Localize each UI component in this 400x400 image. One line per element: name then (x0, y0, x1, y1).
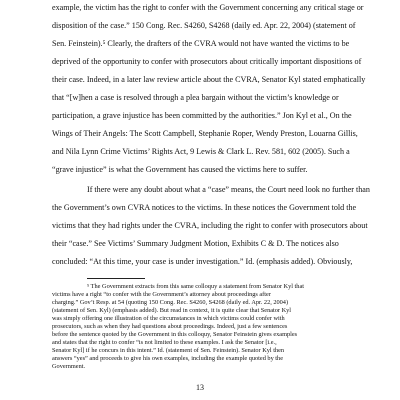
body-line-15: concluded: “At this time, your case is under investigation.” Id. (emphasis added). Obviously, (52, 257, 353, 266)
body-line-14: their “case.” See Victims’ Summary Judgment Motion, Exhibits C & D. The notices also (52, 239, 339, 248)
footnote-line-11: Government. (52, 363, 86, 370)
footnote-line-4: (statement of Sen. Kyl) (emphasis added). But read in context, it is quite clear that Senator Kyl (52, 307, 292, 314)
footnote-line-2: victims have a right “to confer with the Government’s attorney about proceedings after (52, 291, 271, 298)
footnote-line-8: and states that the right to confer “is not limited to these examples. I ask the Senator [i.e., (52, 339, 277, 346)
footnote-line-10: answers “yes” and proceeds to give his own examples, including the example quoted by the (52, 355, 283, 362)
body-line-1: example, the victim has the right to confer with the Government concerning any critical stage or (52, 3, 364, 12)
body-line-6: that “[w]hen a case is resolved through a plea bargain without the victim’s knowledge or (52, 93, 339, 102)
body-line-8: Wings of Their Angels: The Scott Campbell, Stephanie Roper, Wendy Preston, Louarna Gillis, (52, 129, 358, 138)
body-line-12: the Government’s own CVRA notices to the victims. In these notices the Government told the (52, 203, 357, 212)
body-line-5: their case. Indeed, in a later law review article about the CVRA, Senator Kyl stated emphatically (52, 75, 366, 84)
body-line-11: If there were any doubt about what a “case” means, the Court need look no further than (87, 185, 370, 194)
footnote-line-9: Senator Kyl] if he concurs in this intent.” Id. (statement of Sen. Feinstein). Senator Kyl then (52, 347, 285, 354)
page-number: 13 (196, 383, 204, 392)
footnote-line-3: charging.” Gov’t Resp. at 54 (quoting 150 Cong. Rec. S4260, S4268 (daily ed. Apr. 22, 2004) (52, 299, 289, 306)
body-line-3: Sen. Feinstein).⁵ Clearly, the drafters of the CVRA would not have wanted the victims to be (52, 39, 350, 48)
footnote-line-1: ⁵ The Government extracts from this same colloquy a statement from Senator Kyl that (87, 283, 304, 290)
footnote-line-5: was simply offering one illustration of the circumstances in which victims could confer with (52, 315, 285, 322)
footnote-line-6: prosecutors, such as when they had questions about proceedings. Indeed, just a few sentences (52, 323, 288, 330)
body-line-7: participation, a grave injustice has been committed by the authorities.” Jon Kyl et al., On the (52, 111, 352, 120)
body-line-4: deprived of the opportunity to confer with prosecutors about critically important dispositions of (52, 57, 362, 66)
body-line-9: and Nila Lynn Crime Victims’ Rights Act, 9 Lewis & Clark L. Rev. 581, 602 (2005). Such a (52, 147, 350, 156)
footnote-line-7: before the sentence quoted by the Government in this colloquy, Senator Feinstein gives examples (52, 331, 298, 338)
body-line-2: disposition of the case.” 150 Cong. Rec. S4260, S4268 (daily ed. Apr. 22, 2004) (statement of (52, 21, 356, 30)
footnote-rule (87, 278, 145, 279)
body-line-13: victims that they had rights under the CVRA, including the right to confer with prosecutors about (52, 221, 368, 230)
body-line-10: “grave injustice” is what the Government has caused the victims here to suffer. (52, 165, 308, 174)
